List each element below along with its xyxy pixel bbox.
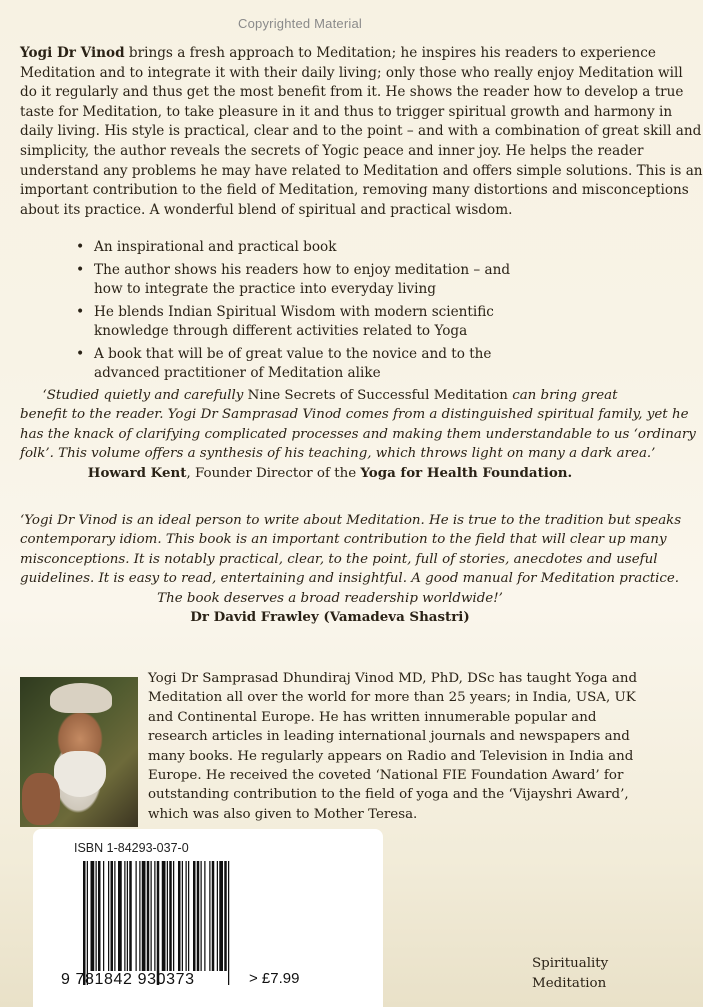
author-bio (148, 669, 638, 824)
quote-text: ‘Studied quietly and carefully (42, 388, 248, 403)
barcode-bar (83, 861, 86, 985)
barcode-bar (103, 861, 104, 971)
barcode-bar (167, 861, 168, 971)
barcode-bar (217, 861, 218, 971)
quote-line: guidelines. It is easy to read, entertaining and insightful. A good manual for Meditation practice. (20, 571, 680, 587)
barcode-bar (157, 861, 160, 985)
barcode-bar (182, 861, 183, 971)
barcode-bar (139, 861, 140, 971)
barcode-bar (96, 861, 97, 971)
bio-line: many books. He regularly appears on Radio and Television in India and (148, 748, 634, 764)
quote-line: has the knack of clarifying complicated processes and making them understandable to us ‘ordinary (20, 426, 696, 442)
intro-first-line: brings a fresh approach to Meditation; he inspires his readers to experience (124, 45, 656, 61)
author-lead: Yogi Dr Vinod (20, 45, 125, 61)
barcode-bar (204, 861, 205, 971)
photo-hand (22, 773, 60, 825)
barcode-bar (151, 861, 152, 971)
barcode-bar (147, 861, 150, 971)
barcode-bar (114, 861, 115, 971)
isbn-label: ISBN 1-84293-037-0 (74, 841, 189, 855)
barcode-bar (91, 861, 95, 971)
barcode-bar (201, 861, 202, 971)
photo-beard (54, 751, 106, 797)
bio-line: and Continental Europe. He has written innumerable popular and (148, 709, 597, 725)
barcode-bar (228, 861, 229, 985)
barcode-image (83, 861, 271, 985)
intro-line: important contribution to the field of Meditation, removing many distortions and misconceptions (20, 182, 689, 199)
barcode-bar (98, 861, 101, 971)
book-title: Nine Secrets of Successful Meditation (247, 388, 508, 403)
quote-line (20, 386, 640, 405)
feature-bullet: • The author shows his readers how to enjoy meditation – and how to integrate the practice into everyday living (76, 261, 526, 299)
feature-bullet: • He blends Indian Spiritual Wisdom with modern scientific knowledge through different activities related to Yoga (76, 303, 526, 341)
review-quote-frawley (20, 511, 682, 627)
feature-bullet: • A book that will be of great value to the novice and to the advanced practitioner of Meditation alike (76, 345, 526, 383)
photo-hat (50, 683, 112, 713)
barcode-bar (197, 861, 200, 971)
quote-attribution (20, 608, 640, 627)
intro-line: understand any problems he may have related to Meditation and offers simple solutions. This is an (20, 162, 703, 179)
intro-line: simplicity, the author reveals the secrets of Yogic peace and inner joy. He helps the reader (20, 142, 644, 159)
intro-line: Meditation and to integrate it with their daily living; only those who really enjoy Meditation will (20, 64, 683, 81)
barcode-bar (173, 861, 174, 971)
attribution-name: Dr David Frawley (Vamadeva Shastri) (190, 609, 470, 626)
intro-line: daily living. His style is practical, clear and to the point – and with a combination of great skill and (20, 123, 702, 140)
barcode-bar (169, 861, 172, 971)
intro-line: do it regularly and thus get the most benefit from it. He shows the reader how to develop a true (20, 84, 684, 101)
quote-attribution (20, 464, 640, 483)
barcode-bar (108, 861, 109, 971)
barcode-bar (219, 861, 223, 971)
intro-line: taste for Meditation, to take pleasure in it and thus to trigger spiritual growth and harmony in (20, 103, 673, 120)
barcode-bar (127, 861, 128, 971)
quote-line: folk’. This volume offers a synthesis of his teaching, which throws light on many a dark area.’ (20, 446, 656, 462)
bio-line: Yogi Dr Samprasad Dhundiraj Vinod MD, PhD, DSc has taught Yoga and (148, 671, 638, 686)
copyright-watermark: Copyrighted Material (238, 16, 362, 31)
barcode-bar (154, 861, 155, 971)
barcode-bar (209, 861, 210, 971)
author-photo (20, 677, 138, 827)
barcode-bar (111, 861, 114, 971)
barcode-bar (186, 861, 187, 971)
quote-line: ‘Yogi Dr Vinod is an ideal person to write about Meditation. He is true to the tradition but speaks (20, 513, 682, 528)
barcode-bar (178, 861, 181, 971)
quote-line: The book deserves a broad readership worldwide!’ (157, 590, 503, 606)
attribution-name: Howard Kent (87, 464, 187, 481)
category-line: Meditation (532, 976, 607, 991)
quote-line: benefit to the reader. Yogi Dr Samprasad Vinod comes from a distinguished spiritual family, yet he (20, 407, 689, 423)
feature-bullet: • An inspirational and practical book (76, 238, 526, 257)
barcode-bar (193, 861, 196, 971)
barcode-bar (87, 861, 88, 985)
barcode-bar (162, 861, 166, 971)
barcode-panel (33, 829, 383, 1007)
category-line: Spirituality (532, 956, 609, 971)
bio-line: which was also given to Mother Teresa. (148, 806, 418, 822)
barcode-bar (224, 861, 227, 971)
bio-line: outstanding contribution to the field of yoga and the ‘Vijayshri Award’, (148, 787, 629, 803)
attribution-org: Yoga for Health Foundation. (360, 464, 573, 481)
intro-line (20, 44, 656, 64)
quote-line: contemporary idiom. This book is an important contribution to the field that will clear up many (20, 532, 667, 548)
barcode-bar (188, 861, 189, 971)
intro-paragraph (20, 44, 703, 220)
price-label: > £7.99 (249, 970, 300, 987)
bio-line: Meditation all over the world for more than 25 years; in India, USA, UK (148, 690, 636, 706)
quote-line: misconceptions. It is notably practical, clear, to the point, full of stories, anecdotes and useful (20, 551, 658, 567)
barcode-bar (118, 861, 122, 971)
intro-line: about its practice. A wonderful blend of spiritual and practical wisdom. (20, 201, 513, 218)
barcode-bar (124, 861, 125, 971)
bio-line: Europe. He received the coveted ‘National FIE Foundation Award’ for (148, 768, 624, 784)
category-label (532, 954, 612, 994)
review-quote-kent (20, 386, 696, 483)
quote-text: can bring great (507, 388, 618, 403)
barcode-bar (142, 861, 146, 971)
bio-line: research articles in leading international journals and newspapers and (148, 729, 630, 745)
barcode-bar (136, 861, 137, 971)
feature-bullet-list (76, 238, 526, 387)
barcode-bar (212, 861, 215, 971)
barcode-number: 9 781842 930373 (61, 971, 195, 988)
barcode-bar (129, 861, 132, 971)
attribution-role: , Founder Director of the (186, 465, 361, 481)
